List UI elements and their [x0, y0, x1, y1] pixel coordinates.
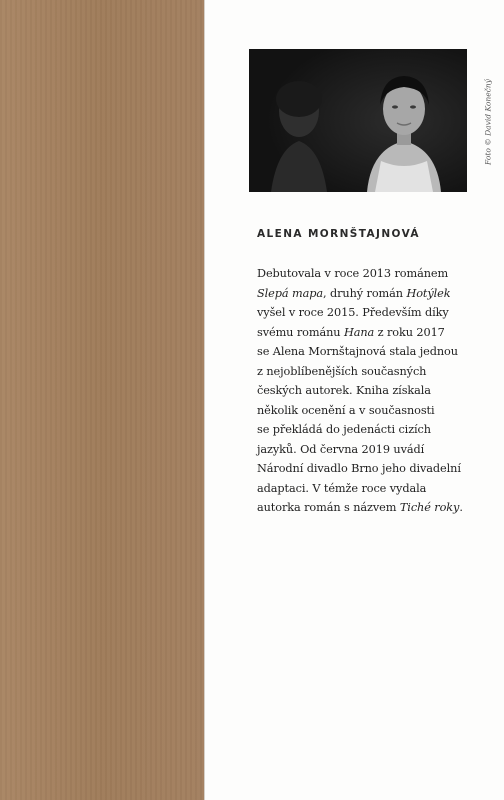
bio-text: Debutovala v roce 2013 románem: [257, 267, 449, 280]
bio-text: autorka román s názvem: [257, 501, 400, 514]
bio-line: [257, 479, 489, 499]
bio-line: [257, 303, 489, 323]
bio-title-italic: Hotýlek: [406, 286, 451, 300]
bio-line: [257, 381, 489, 401]
bio-line: [257, 264, 489, 284]
bio-text: adaptaci. V témže roce vydala: [257, 481, 427, 495]
bio-title-italic: Hana: [343, 325, 375, 339]
bio-text: několik ocenění a v současnosti: [257, 403, 435, 417]
bio-line: [257, 498, 489, 518]
bio-text: z nejoblíbenějších současných: [257, 364, 427, 378]
bio-text: , druhý román: [323, 286, 407, 300]
bio-line: [257, 401, 489, 421]
bio-line: [257, 459, 489, 479]
bio-line: [257, 440, 489, 460]
bio-text: Národní divadlo Brno jeho divadelní: [257, 462, 461, 475]
author-photo: [249, 49, 467, 192]
bio-title-italic: Tiché roky: [399, 501, 460, 514]
bio-title-italic: Slepá mapa: [257, 286, 324, 300]
author-name: ALENA MORNŠTAJNOVÁ: [257, 228, 420, 240]
bio-text: se Alena Mornštajnová stala jednou: [257, 345, 458, 358]
kraft-endpaper: [0, 0, 204, 800]
photo-credit: Foto © David Konečný: [483, 79, 493, 165]
bio-text: vyšel v roce 2015. Především díky: [257, 306, 449, 319]
bio-text: se překládá do jedenácti cizích: [257, 423, 431, 436]
bio-line: [257, 342, 489, 362]
bio-text: z roku 2017: [374, 325, 445, 339]
author-bio: [257, 264, 489, 518]
bio-text: jazyků. Od června 2019 uvádí: [257, 442, 425, 456]
bio-line: [257, 284, 489, 304]
bio-text: .: [459, 501, 463, 514]
bio-line: [257, 420, 489, 440]
bio-text: českých autorek. Kniha získala: [257, 384, 431, 397]
bio-text: svému románu: [257, 325, 344, 339]
bio-line: [257, 323, 489, 343]
bio-line: [257, 362, 489, 382]
